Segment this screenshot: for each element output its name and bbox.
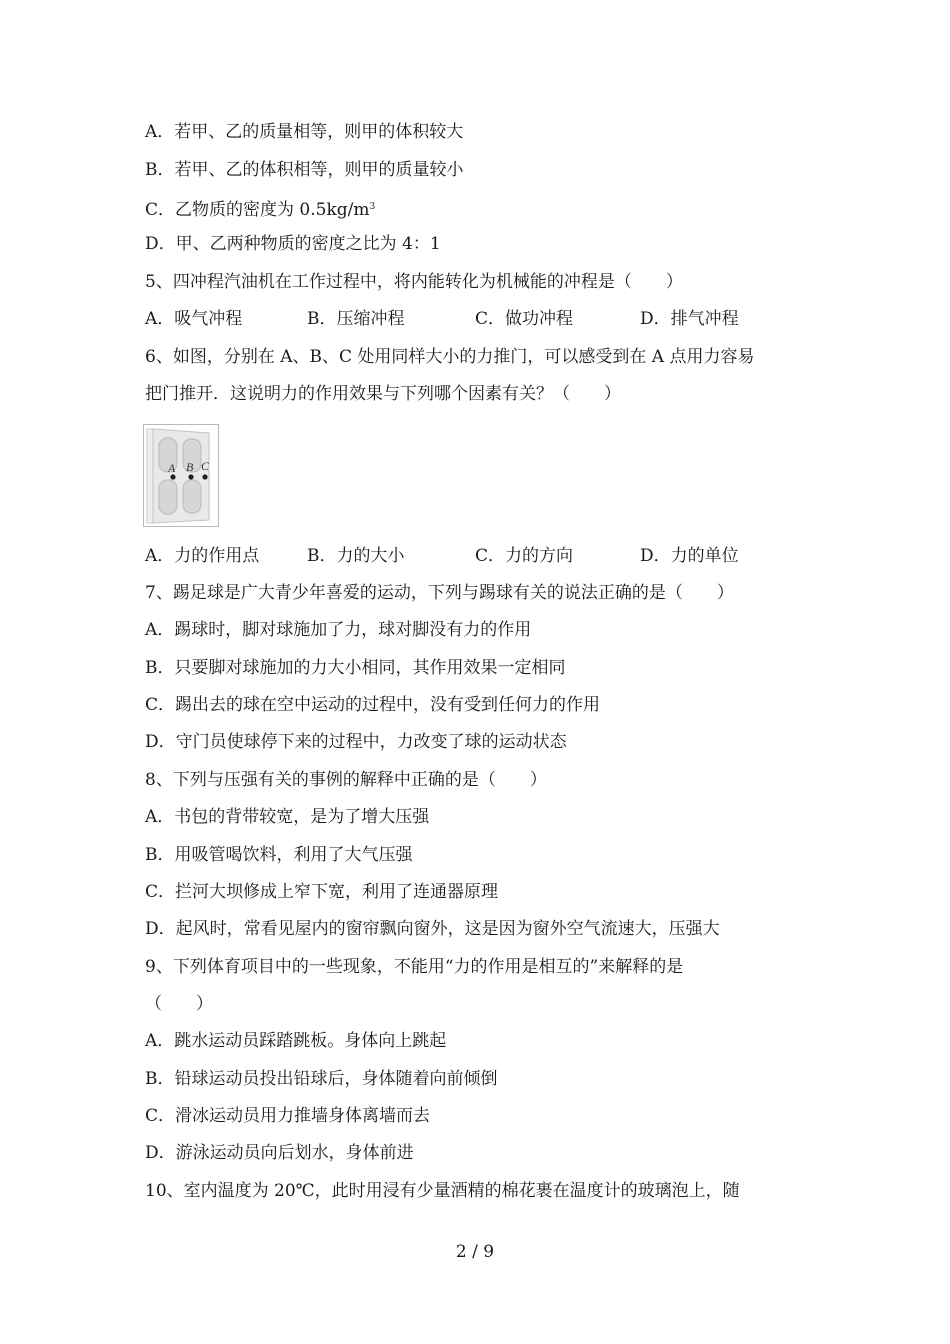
q4-option-c — [145, 197, 375, 220]
q7-option-d: D．守门员使球停下来的过程中，力改变了球的运动状态 — [145, 732, 567, 752]
q8-option-b: B．用吸管喝饮料，利用了大气压强 — [145, 845, 413, 865]
page-number: 2 / 9 — [455, 1242, 495, 1262]
q5-stem: 5、四冲程汽油机在工作过程中，将内能转化为机械能的冲程是（ ） — [145, 272, 683, 292]
q6-stem-line1: 6、如图，分别在 A、B、C 处用同样大小的力推门，可以感受到在 A 点用力容易 — [145, 347, 755, 367]
q8-stem: 8、下列与压强有关的事例的解释中正确的是（ ） — [145, 770, 547, 790]
figure-label-c: C — [201, 459, 210, 473]
q4-option-b: B．若甲、乙的体积相等，则甲的质量较小 — [145, 160, 464, 180]
q9-stem-line2: （ ） — [145, 994, 213, 1014]
q6-option-b: B．力的大小 — [307, 546, 405, 566]
q7-option-b: B．只要脚对球施加的力大小相同，其作用效果一定相同 — [145, 658, 566, 678]
q8-option-d: D．起风时，常看见屋内的窗帘飘向窗外，这是因为窗外空气流速大，压强大 — [145, 919, 720, 939]
q4-option-c-text: C．乙物质的密度为 0.5kg/m — [145, 200, 370, 220]
q9-option-a: A．跳水运动员踩踏跳板。身体向上跳起 — [145, 1031, 447, 1051]
q8-option-a: A．书包的背带较宽，是为了增大压强 — [145, 807, 430, 827]
q6-option-a: A．力的作用点 — [145, 546, 260, 566]
q6-option-d: D．力的单位 — [640, 546, 739, 566]
q5-option-c: C．做功冲程 — [475, 309, 574, 329]
q10-stem: 10、室内温度为 20℃，此时用浸有少量酒精的棉花裹在温度计的玻璃泡上，随 — [145, 1181, 740, 1201]
q6-stem-line2: 把门推开．这说明力的作用效果与下列哪个因素有关？（ ） — [145, 384, 621, 404]
q9-option-b: B．铅球运动员投出铅球后，身体随着向前倾倒 — [145, 1069, 498, 1089]
q9-option-c: C．滑冰运动员用力推墙身体离墙而去 — [145, 1106, 431, 1126]
q7-option-a: A．踢球时，脚对球施加了力，球对脚没有力的作用 — [145, 620, 532, 640]
q5-option-d: D．排气冲程 — [640, 309, 739, 329]
superscript-3: 3 — [369, 202, 376, 212]
q5-option-a: A．吸气冲程 — [145, 309, 243, 329]
q5-option-b: B．压缩冲程 — [307, 309, 405, 329]
q7-stem: 7、踢足球是广大青少年喜爱的运动，下列与踢球有关的说法正确的是（ ） — [145, 583, 734, 603]
q7-option-c: C．踢出去的球在空中运动的过程中，没有受到任何力的作用 — [145, 695, 601, 715]
q6-option-c: C．力的方向 — [475, 546, 574, 566]
door-figure — [143, 424, 219, 527]
figure-label-b: B — [186, 460, 194, 474]
figure-label-a: A — [168, 461, 176, 475]
q9-stem-line1: 9、下列体育项目中的一些现象，不能用“力的作用是相互的”来解释的是 — [145, 957, 684, 977]
q4-option-d: D．甲、乙两种物质的密度之比为 4：1 — [145, 234, 441, 254]
q9-option-d: D．游泳运动员向后划水，身体前进 — [145, 1143, 414, 1163]
q4-option-a: A．若甲、乙的质量相等，则甲的体积较大 — [145, 122, 464, 142]
q8-option-c: C．拦河大坝修成上窄下宽，利用了连通器原理 — [145, 882, 499, 902]
